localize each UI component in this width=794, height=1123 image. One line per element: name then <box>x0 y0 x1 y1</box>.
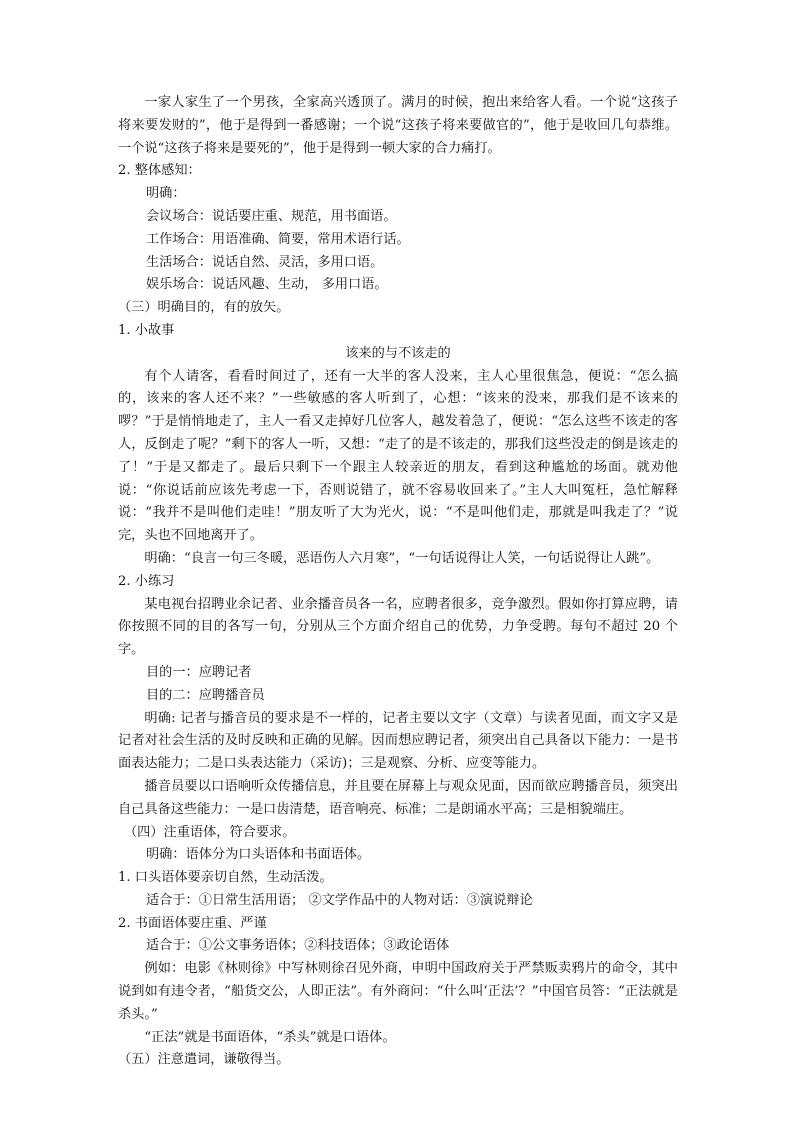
story-paragraph: 有个人请客，看看时间过了，还有一大半的客人没来，主人心里很焦急，便说：“怎么搞的，该来的客人还不来？”一些敏感的客人听到了，心想：“该来的没来，那我们是不该来的啰？”于是悄悄地走了，主人一看又走掉好几位客人，越发着急了，便说：“怎么这些不该走的客人，反倒走了呢？”剩下的客人一听，又想：“走了的是不该走的，那我们这些没走的倒是该走的了！”于是又都走了。最后只剩下一个跟主人较亲近的朋友，看到这种尴尬的场面。就劝他说：“你说话前应该先考虑一下，否则说错了，就不容易收回来了。”主人大叫冤枉，急忙解释说：“我并不是叫他们走哇！”朋友听了大为光火，说：“不是叫他们走，那就是叫我走了？”说完，头也不回地离开了。 <box>118 368 678 544</box>
occasion-life: 生活场合：说话自然、灵活，多用口语。 <box>146 254 384 270</box>
example-conclusion: “正法”就是书面语体，“杀头”就是口语体。 <box>144 1029 396 1045</box>
story-title: 该来的与不该走的 <box>345 345 451 361</box>
goal-two: 目的二：应聘播音员 <box>146 687 265 703</box>
exercise-clarify: 明确: 记者与播音员的要求是不一样的，记者主要以文字（文章）与读者见面，而文字又是记者对社会生活的及时反映和正确的见解。因而想应聘记者，须突出自己具备以下能力：一是书面表达能力；二是口头表达能力（采访)；三是观察、分析、应变等能力。 <box>118 710 678 772</box>
goal-one: 目的一：应聘记者 <box>146 664 252 680</box>
anecdote-paragraph: 一家人家生了一个男孩，全家高兴透顶了。满月的时候，抱出来给客人看。一个说“这孩子将来要发财的”，他于是得到一番感谢；一个说“这孩子将来要做官的”，他于是收回几句恭维。一个说“这孩子将来是要死的”，他于是得到一顿大家的合力痛打。 <box>118 95 678 156</box>
oral-register-usage: 适合于：①日常生活用语； ②文学作品中的人物对话：③演说辩论 <box>146 892 533 908</box>
written-register-heading: 2. 书面语体要庄重、严谨 <box>118 915 267 931</box>
section-heading-five: （五）注意遣词，谦敬得当。 <box>118 1052 290 1068</box>
example-paragraph: 例如：电影《林则徐》中写林则徐召见外商，申明中国政府关于严禁贩卖鸦片的命令，其中说到如有违令者，“船货交公，人即正法”。有外商问：“什么叫‘正法’？”中国官员答：“正法就是杀头。” <box>118 961 678 1022</box>
subheading-exercise: 2. 小练习 <box>118 573 175 589</box>
clarify-label: 明确： <box>146 186 186 202</box>
occasion-entertainment: 娱乐场合：说话风趣、生动， 多用口语。 <box>146 277 388 293</box>
announcer-paragraph: 播音员要以口语响听众传播信息，并且要在屏幕上与观众见面，因而欲应聘播音员，须突出自己具备这些能力：一是口齿清楚，语音响亮、标准；二是朗诵水平高；三是相貌端庄。 <box>118 778 678 817</box>
exercise-paragraph: 某电视台招聘业余记者、业余播音员各一名，应聘者很多，竞争激烈。假如你打算应聘，请你按照不同的目的各写一句，分别从三个方面介绍自己的优势，力争受聘。每句不超过 20 个字。 <box>118 596 678 658</box>
story-clarify: 明确：“良言一句三冬暖，恶语伤人六月寒”，“一句话说得让人笑，一句话说得让人跳”。 <box>144 550 660 566</box>
written-register-usage: 适合于：①公文事务语体；②科技语体；③政论语体 <box>146 938 450 954</box>
occasion-meeting: 会议场合：说话要庄重、规范，用书面语。 <box>146 208 397 224</box>
section-heading-three: （三）明确目的，有的放矢。 <box>118 300 290 316</box>
subheading-story: 1. 小故事 <box>118 322 175 338</box>
register-clarify: 明确：语体分为口头语体和书面语体。 <box>146 847 371 863</box>
document-body <box>118 92 678 1072</box>
section-heading-overall-perception: 2. 整体感知： <box>118 163 201 179</box>
section-heading-four: （四）注重语体，符合要求。 <box>124 824 296 840</box>
occasion-work: 工作场合：用语准确、简要，常用术语行话。 <box>146 231 410 247</box>
oral-register-heading: 1. 口头语体要亲切自然，生动活泼。 <box>118 870 333 886</box>
